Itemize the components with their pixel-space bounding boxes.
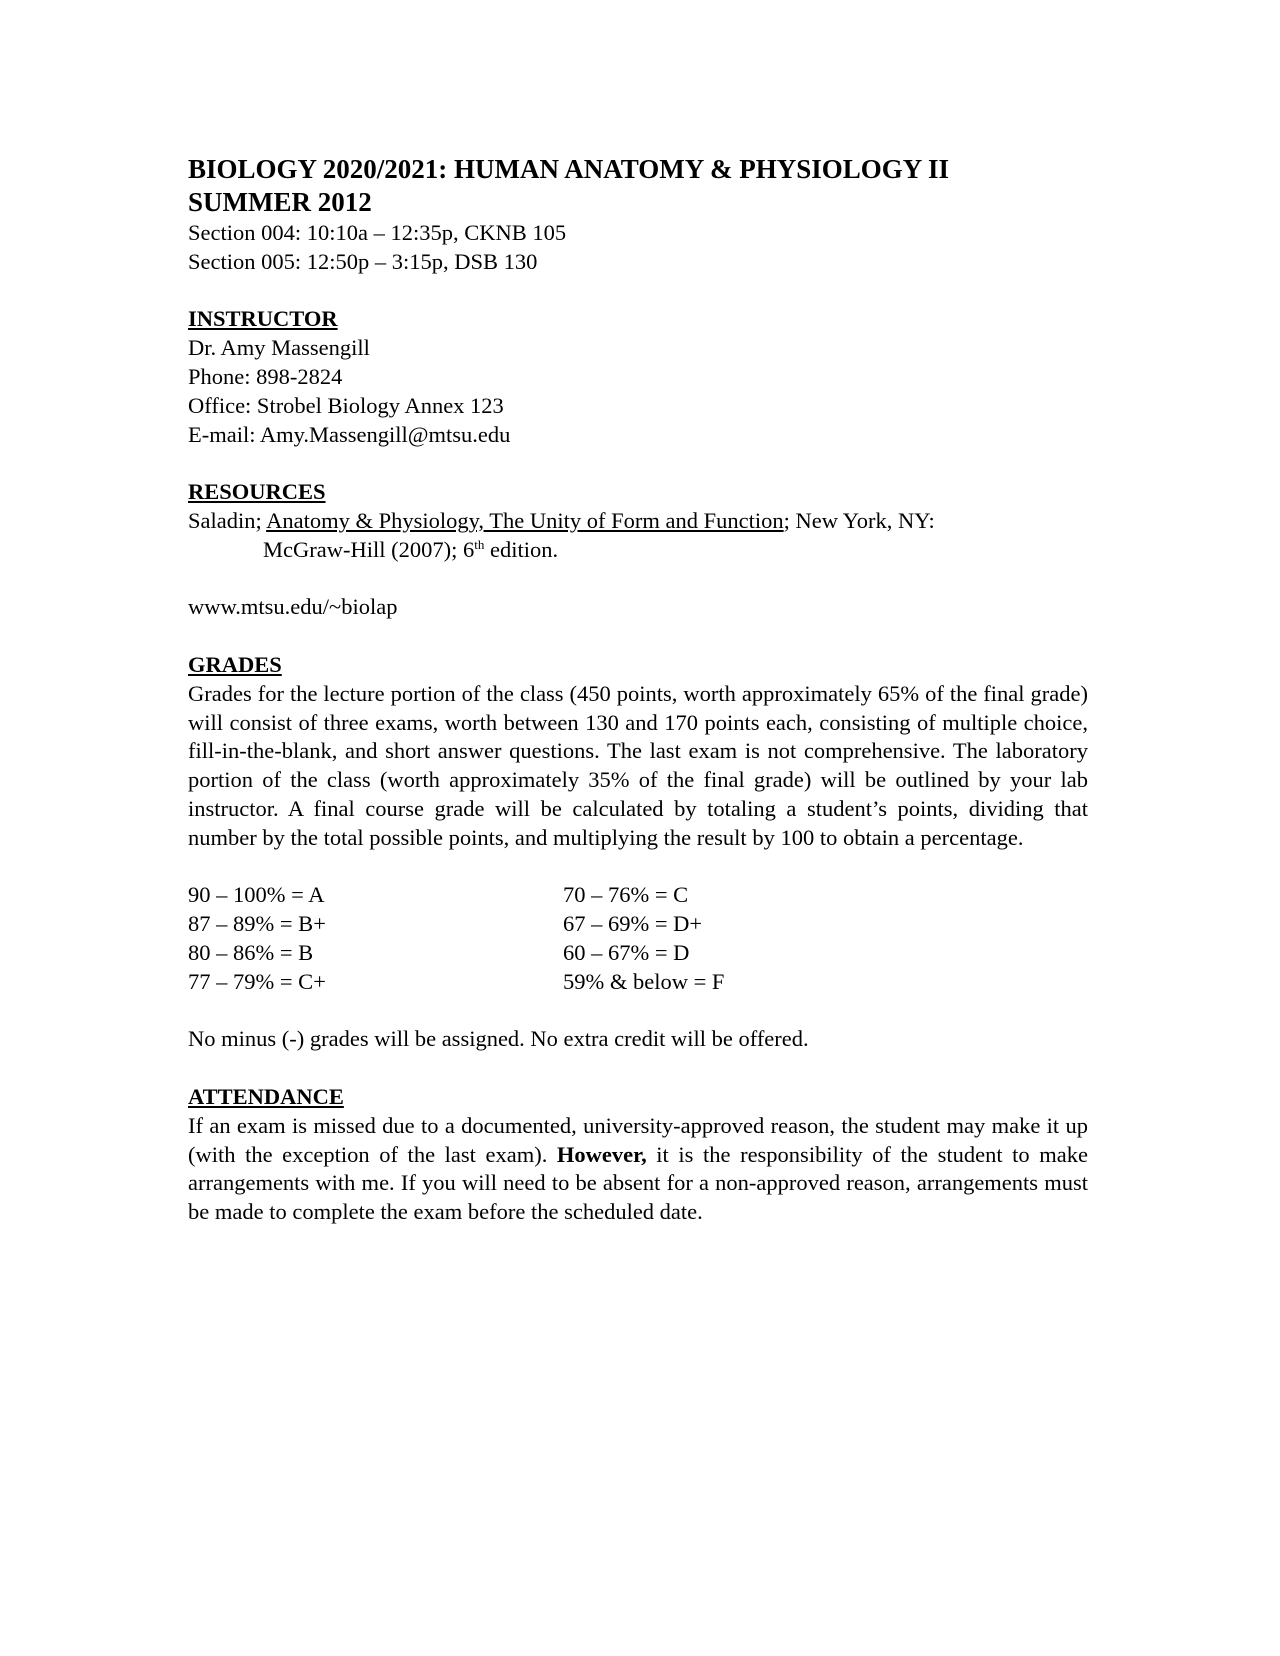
resources-heading: RESOURCES — [188, 479, 326, 505]
textbook-publisher: ; New York, NY: — [783, 507, 935, 533]
attendance-text-before: If an exam is missed due to a documented, university-approved reason, the student may make it up (with the exception of the last exam). — [188, 1112, 1088, 1167]
grades-paragraph: Grades for the lecture portion of the class (450 points, worth approximately 65% of the final grade) will consist of three exams, worth between 130 and 170 points each, consisting of multiple choice, fill-in-the-blank, and short answer questions. The last exam is not comprehensive. The laboratory portion of the class (worth approximately 35% of the final grade) will be outlined by your lab instructor. A final course grade will be calculated by totaling a student’s points, dividing that number by the total possible points, and multiplying the result by 100 to obtain a percentage. — [188, 680, 1088, 850]
grade-scale-item: 60 – 67% = D — [563, 939, 690, 965]
section-005: Section 005: 12:50p – 3:15p, DSB 130 — [188, 248, 538, 274]
textbook-citation — [188, 507, 1088, 536]
instructor-office: Office: Strobel Biology Annex 123 — [188, 392, 504, 418]
attendance-bold-word: However, — [556, 1141, 647, 1167]
grades-note: No minus (-) grades will be assigned. No extra credit will be offered. — [188, 1026, 809, 1052]
attendance-paragraph — [188, 1112, 1088, 1227]
grades-heading: GRADES — [188, 651, 282, 677]
textbook-author: Saladin; — [188, 507, 267, 533]
course-title-line2: SUMMER 2012 — [188, 187, 372, 217]
grade-scale-item: 70 – 76% = C — [563, 882, 689, 908]
attendance-text-after: it is the responsibility of the student to make arrangements with me. If you will need to be absent for a non-approved reason, arrangements must be made to complete the exam before the scheduled date. — [188, 1141, 1088, 1225]
edition-suffix: edition. — [484, 536, 559, 562]
instructor-heading: INSTRUCTOR — [188, 306, 338, 332]
section-004: Section 004: 10:10a – 12:35p, CKNB 105 — [188, 220, 567, 245]
textbook-publisher-cont: McGraw-Hill (2007); 6 — [263, 536, 475, 562]
grade-scale-item: 90 – 100% = A — [188, 882, 325, 908]
grade-scale-item: 77 – 79% = C+ — [188, 968, 326, 994]
grade-scale-item: 59% & below = F — [563, 968, 725, 994]
course-title — [188, 153, 1088, 219]
syllabus-page — [188, 153, 1088, 1227]
textbook-title: Anatomy & Physiology, The Unity of Form and Function — [266, 507, 784, 533]
edition-superscript: th — [474, 536, 485, 552]
instructor-name: Dr. Amy Massengill — [188, 335, 370, 361]
textbook-edition — [188, 536, 1088, 565]
grade-scale-item: 67 – 69% = D+ — [563, 911, 703, 937]
course-website: www.mtsu.edu/~biolap — [188, 594, 398, 620]
course-title-line1: BIOLOGY 2020/2021: HUMAN ANATOMY & PHYSIOLOGY II — [188, 154, 950, 184]
instructor-email: E-mail: Amy.Massengill@mtsu.edu — [188, 421, 511, 447]
grade-scale-item: 87 – 89% = B+ — [188, 911, 326, 937]
attendance-heading: ATTENDANCE — [188, 1083, 344, 1109]
grade-scale — [188, 881, 1088, 996]
grade-scale-item: 80 – 86% = B — [188, 939, 314, 965]
instructor-phone: Phone: 898-2824 — [188, 363, 343, 389]
